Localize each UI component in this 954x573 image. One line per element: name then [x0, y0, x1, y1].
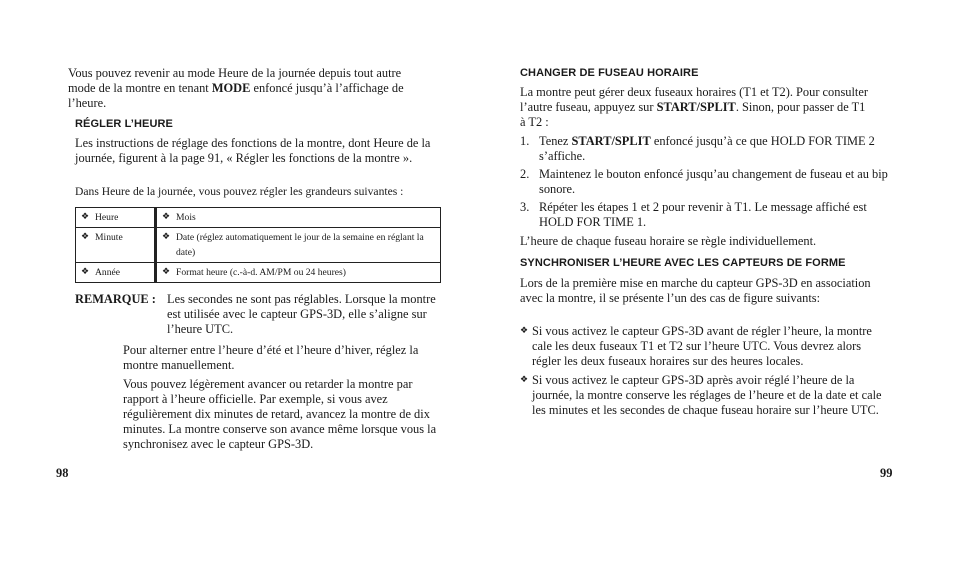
remark-paragraph: Vous pouvez légèrement avancer ou retarder la montre par rapport à l’heure officielle. Par exemple, si vous avez régulièrement dix minutes de retard, avancez la montre de dix minutes. La montre conserve son avance même lorsque vous la synchronisez avec le capteur GPS-3D.	[123, 377, 437, 451]
table-cell: ❖ Format heure (c.-à-d. AM/PM ou 24 heures)	[156, 263, 441, 283]
remark-paragraph: Les secondes ne sont pas réglables. Lorsque la montre est utilisée avec le capteur GPS-3D, elle s’aligne sur l’heure UTC.	[167, 292, 436, 336]
table-cell: ❖ Minute	[76, 228, 156, 263]
cases-list	[520, 324, 886, 418]
diamond-bullet-icon: ❖	[162, 267, 171, 277]
table-cell: ❖ Date (réglez automatiquement le jour de la semaine en réglant la date)	[156, 228, 441, 263]
table-row	[76, 228, 441, 263]
paragraph-grandeurs: Dans Heure de la journée, vous pouvez régler les grandeurs suivantes :	[75, 185, 404, 198]
section-title-synchroniser: SYNCHRONISER L’HEURE AVEC LES CAPTEURS DE FORME	[520, 257, 846, 269]
list-item: 2. Maintenez le bouton enfoncé jusqu’au changement de fuseau et au bip sonore.	[520, 167, 888, 196]
page-number: 99	[880, 466, 893, 480]
table-cell: ❖ Année	[76, 263, 156, 283]
list-item: 3. Répéter les étapes 1 et 2 pour revenir à T1. Le message affiché est HOLD FOR TIME 1.	[520, 200, 867, 229]
remark-block	[75, 292, 455, 452]
section-title-regler-heure: RÉGLER L’HEURE	[75, 118, 173, 130]
diamond-bullet-icon: ❖	[162, 232, 171, 242]
paragraph-fuseaux: La montre peut gérer deux fuseaux horaires (T1 et T2). Pour consulter l’autre fuseau, appuyez sur START/SPLIT. Sinon, pour passer de T1 à T2 :	[520, 85, 868, 129]
list-item: ❖ Si vous activez le capteur GPS-3D après avoir réglé l’heure de la journée, la montre conserve les réglages de l’heure et de la date et cale les minutes et les secondes de chaque fuseau horaire sur l’heure UTC.	[520, 373, 882, 417]
table-row	[76, 208, 441, 228]
paragraph-instructions: Les instructions de réglage des fonctions de la montre, dont Heure de la journée, figurent à la page 91, « Régler les fonctions de la montre ».	[75, 136, 431, 165]
steps-list	[520, 134, 898, 230]
section-title-fuseau: CHANGER DE FUSEAU HORAIRE	[520, 67, 699, 79]
diamond-bullet-icon: ❖	[520, 326, 529, 336]
table-cell: ❖ Heure	[76, 208, 156, 228]
intro-paragraph: Vous pouvez revenir au mode Heure de la journée depuis tout autre mode de la montre en tenant MODE enfoncé jusqu’à l’affichage de l’heure.	[68, 66, 404, 110]
table-row	[76, 263, 441, 283]
diamond-bullet-icon: ❖	[81, 232, 90, 242]
paragraph-individuel: L’heure de chaque fuseau horaire se règle individuellement.	[520, 234, 817, 248]
page-number: 98	[56, 466, 69, 480]
settings-table	[75, 207, 441, 283]
diamond-bullet-icon: ❖	[81, 212, 90, 222]
remark-paragraph: Pour alterner entre l’heure d’été et l’heure d’hiver, réglez la montre manuellement.	[123, 343, 419, 372]
paragraph-capteur: Lors de la première mise en marche du capteur GPS-3D en association avec la montre, il se présente l’un des cas de figure suivants:	[520, 276, 871, 305]
start-split-button-name: START/SPLIT	[656, 100, 736, 114]
remark-label: REMARQUE :	[75, 292, 156, 306]
diamond-bullet-icon: ❖	[520, 375, 529, 385]
mode-button-name: MODE	[211, 81, 251, 95]
diamond-bullet-icon: ❖	[81, 267, 90, 277]
diamond-bullet-icon: ❖	[162, 212, 171, 222]
list-item: ❖ Si vous activez le capteur GPS-3D avant de régler l’heure, la montre cale les deux fuseaux T1 et T2 sur l’heure UTC. Vous devrez alors régler les deux fuseaux horaires sur des heures locales.	[520, 324, 872, 368]
table-cell: ❖ Mois	[156, 208, 441, 228]
list-item: 1. Tenez START/SPLIT enfoncé jusqu’à ce que HOLD FOR TIME 2 s’affiche.	[520, 134, 875, 163]
